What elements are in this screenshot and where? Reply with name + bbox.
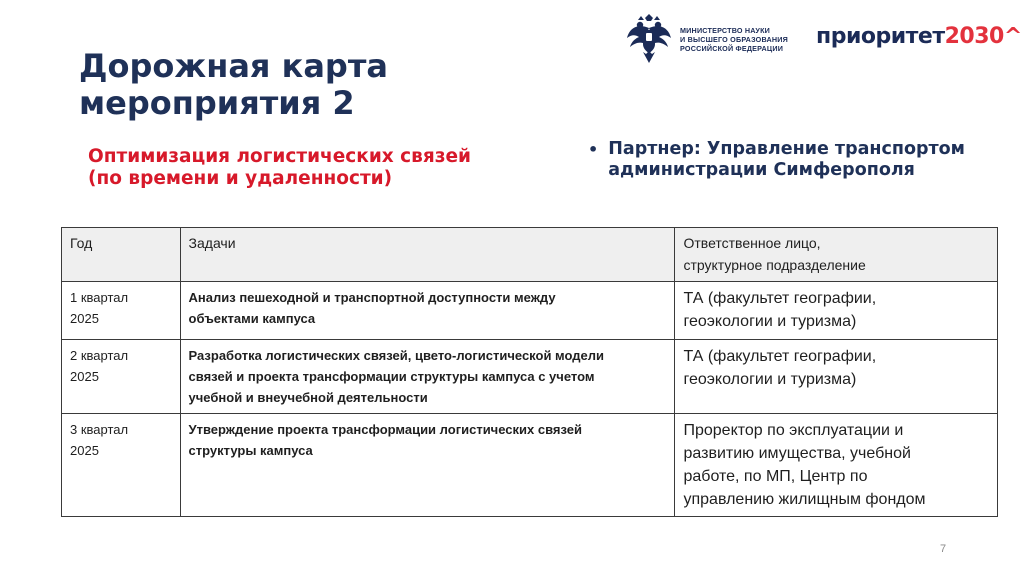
header-responsible: Ответственное лицо, структурное подразделение [675, 228, 998, 282]
row-task: Утверждение проекта трансформации логистических связей структуры кампуса [180, 414, 675, 517]
priority-logo-word: приоритет [816, 24, 945, 49]
row-year: 1 квартал 2025 [62, 282, 181, 340]
partner-text: Партнер: Управление транспортом администрации Симферополя [608, 139, 965, 180]
table-row [62, 340, 998, 414]
priority-2030-logo [816, 24, 1022, 49]
double-headed-eagle-emblem-icon [626, 14, 672, 64]
row-responsible: Проректор по эксплуатации и развитию имущества, учебной работе, по МП, Центр по управлению жилищным фондом [675, 414, 998, 517]
row-task: Разработка логистических связей, цвето-логистической модели связей и проекта трансформации структуры кампуса с учетом учебной и внеучебной деятельности [180, 340, 675, 414]
row-task: Анализ пешеходной и транспортной доступности между объектами кампуса [180, 282, 675, 340]
ministry-logo [626, 14, 798, 64]
row-year: 2 квартал 2025 [62, 340, 181, 414]
priority-logo-mark-icon: ^ [1003, 24, 1022, 49]
table-row [62, 414, 998, 517]
table-header-row [62, 228, 998, 282]
ministry-name: МИНИСТЕРСТВО НАУКИ И ВЫСШЕГО ОБРАЗОВАНИЯ РОССИЙСКОЙ ФЕДЕРАЦИИ [680, 25, 789, 53]
slide-title: Дорожная карта мероприятия 2 [79, 47, 388, 122]
table-row [62, 282, 998, 340]
page-number: 7 [940, 543, 947, 555]
slide-subtitle: Оптимизация логистических связей (по времени и удаленности) [88, 146, 471, 189]
partner-bullet-item [588, 139, 1008, 181]
priority-logo-year: 2030 [944, 24, 1004, 49]
row-year: 3 квартал 2025 [62, 414, 181, 517]
header-year: Год [62, 228, 181, 282]
roadmap-table [61, 227, 998, 517]
row-responsible: ТА (факультет географии, геоэкологии и туризма) [675, 340, 998, 414]
bullet-icon: • [588, 140, 599, 159]
header-tasks: Задачи [180, 228, 675, 282]
row-responsible: ТА (факультет географии, геоэкологии и туризма) [675, 282, 998, 340]
